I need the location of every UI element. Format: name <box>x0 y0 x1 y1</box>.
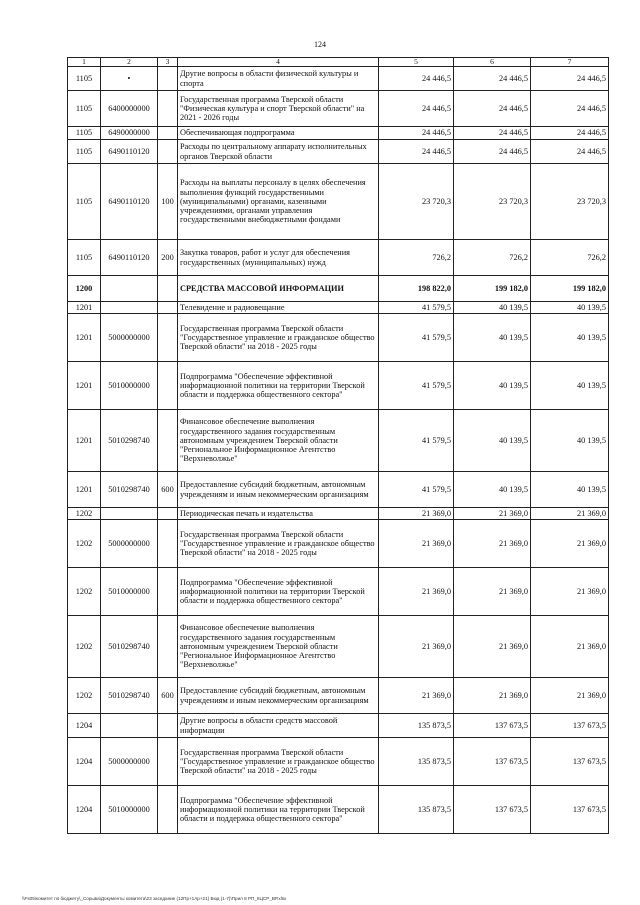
table-row <box>68 616 609 678</box>
expense-type-cell <box>158 410 178 472</box>
section-code-cell: 1202 <box>68 568 101 616</box>
amount-col5-cell: 24 446,5 <box>379 91 454 127</box>
item-name-cell: Обеспечивающая подпрограмма <box>178 127 379 140</box>
target-article-cell <box>101 508 158 520</box>
amount-col6-cell: 137 673,5 <box>454 714 531 738</box>
expense-type-cell <box>158 276 178 302</box>
amount-col5-cell: 24 446,5 <box>379 127 454 140</box>
expense-type-cell <box>158 714 178 738</box>
expense-type-cell <box>158 520 178 568</box>
column-number: 6 <box>454 58 531 67</box>
expense-type-cell <box>158 302 178 314</box>
section-code-cell: 1105 <box>68 91 101 127</box>
table-row <box>68 91 609 127</box>
amount-col6-cell: 137 673,5 <box>454 738 531 786</box>
amount-col7-cell: 137 673,5 <box>531 738 609 786</box>
table-row <box>68 314 609 362</box>
amount-col7-cell: 21 369,0 <box>531 520 609 568</box>
page-number: 124 <box>314 40 326 49</box>
column-number: 1 <box>68 58 101 67</box>
amount-col7-cell: 40 139,5 <box>531 410 609 472</box>
item-name-cell: Государственная программа Тверской области "Физическая культура и спорт Тверской области" на 2021 - 2026 годы <box>178 91 379 127</box>
item-name-cell: Государственная программа Тверской области "Государственное управление и гражданское общество Тверской области" на 2018 - 2025 годы <box>178 520 379 568</box>
amount-col5-cell: 21 369,0 <box>379 568 454 616</box>
amount-col5-cell: 726,2 <box>379 240 454 276</box>
item-name-cell: Государственная программа Тверской области "Государственное управление и гражданское общество Тверской области" на 2018 - 2025 годы <box>178 738 379 786</box>
amount-col6-cell: 24 446,5 <box>454 67 531 91</box>
amount-col6-cell: 21 369,0 <box>454 568 531 616</box>
table-row <box>68 472 609 508</box>
target-article-cell: 5010000000 <box>101 568 158 616</box>
expense-type-cell <box>158 738 178 786</box>
amount-col6-cell: 40 139,5 <box>454 314 531 362</box>
item-name-cell: Подпрограмма "Обеспечение эффективной информационной политики на территории Тверской области и поддержка общественного сектора" <box>178 362 379 410</box>
target-article-cell: • <box>101 67 158 91</box>
amount-col5-cell: 135 873,5 <box>379 738 454 786</box>
target-article-cell: 6490000000 <box>101 127 158 140</box>
target-article-cell: 5010298740 <box>101 616 158 678</box>
section-code-cell: 1105 <box>68 140 101 164</box>
amount-col5-cell: 135 873,5 <box>379 714 454 738</box>
amount-col6-cell: 137 673,5 <box>454 786 531 834</box>
target-article-cell <box>101 302 158 314</box>
table-row <box>68 568 609 616</box>
item-name-cell: Другие вопросы в области физической культуры и спорта <box>178 67 379 91</box>
table-row <box>68 786 609 834</box>
amount-col5-cell: 41 579,5 <box>379 472 454 508</box>
target-article-cell: 5010000000 <box>101 362 158 410</box>
expense-type-cell <box>158 67 178 91</box>
target-article-cell: 5010000000 <box>101 786 158 834</box>
target-article-cell: 6490110120 <box>101 164 158 240</box>
amount-col5-cell: 41 579,5 <box>379 410 454 472</box>
amount-col7-cell: 21 369,0 <box>531 508 609 520</box>
target-article-cell: 6400000000 <box>101 91 158 127</box>
expense-type-cell <box>158 786 178 834</box>
target-article-cell: 5000000000 <box>101 314 158 362</box>
target-article-cell: 6490110120 <box>101 140 158 164</box>
item-name-cell: Финансовое обеспечение выполнения государственного задания государственным автономным учреждением Тверской области "Региональное Информационное Агентство "Верхневолжье" <box>178 616 379 678</box>
amount-col5-cell: 23 720,3 <box>379 164 454 240</box>
amount-col7-cell: 21 369,0 <box>531 616 609 678</box>
item-name-cell: Телевидение и радиовещание <box>178 302 379 314</box>
amount-col5-cell: 21 369,0 <box>379 678 454 714</box>
amount-col6-cell: 21 369,0 <box>454 678 531 714</box>
section-code-cell: 1204 <box>68 786 101 834</box>
amount-col5-cell: 24 446,5 <box>379 67 454 91</box>
item-name-cell: Закупка товаров, работ и услуг для обеспечения государственных (муниципальных) нужд <box>178 240 379 276</box>
amount-col6-cell: 40 139,5 <box>454 302 531 314</box>
item-name-cell: Периодическая печать и издательства <box>178 508 379 520</box>
expense-type-cell <box>158 508 178 520</box>
amount-col6-cell: 40 139,5 <box>454 362 531 410</box>
item-name-cell: Предоставление субсидий бюджетным, автономным учреждениям и иным некоммерческим организациям <box>178 472 379 508</box>
expense-type-cell: 200 <box>158 240 178 276</box>
column-number-row <box>68 58 609 67</box>
section-code-cell: 1201 <box>68 314 101 362</box>
table-row <box>68 714 609 738</box>
amount-col6-cell: 726,2 <box>454 240 531 276</box>
item-name-cell: Другие вопросы в области средств массовой информации <box>178 714 379 738</box>
table-row <box>68 362 609 410</box>
amount-col5-cell: 41 579,5 <box>379 302 454 314</box>
section-code-cell: 1204 <box>68 738 101 786</box>
section-code-cell: 1201 <box>68 362 101 410</box>
item-name-cell: Финансовое обеспечение выполнения государственного задания государственным автономным учреждением Тверской области "Региональное Информационное Агентство "Верхневолжье" <box>178 410 379 472</box>
target-article-cell: 5010298740 <box>101 410 158 472</box>
table-row <box>68 164 609 240</box>
amount-col6-cell: 21 369,0 <box>454 616 531 678</box>
target-article-cell: 6490110120 <box>101 240 158 276</box>
table-row <box>68 276 609 302</box>
item-name-cell: СРЕДСТВА МАССОВОЙ ИНФОРМАЦИИ <box>178 276 379 302</box>
table-row <box>68 67 609 91</box>
amount-col5-cell: 135 873,5 <box>379 786 454 834</box>
amount-col6-cell: 24 446,5 <box>454 140 531 164</box>
amount-col7-cell: 40 139,5 <box>531 362 609 410</box>
section-code-cell: 1105 <box>68 240 101 276</box>
table-row <box>68 520 609 568</box>
amount-col7-cell: 24 446,5 <box>531 140 609 164</box>
table-row <box>68 738 609 786</box>
target-article-cell <box>101 714 158 738</box>
target-article-cell: 5010298740 <box>101 678 158 714</box>
budget-table <box>67 57 609 834</box>
item-name-cell: Государственная программа Тверской области "Государственное управление и гражданское общество Тверской области" на 2018 - 2025 годы <box>178 314 379 362</box>
amount-col7-cell: 24 446,5 <box>531 127 609 140</box>
amount-col5-cell: 21 369,0 <box>379 616 454 678</box>
amount-col7-cell: 40 139,5 <box>531 314 609 362</box>
section-code-cell: 1202 <box>68 520 101 568</box>
column-number: 5 <box>379 58 454 67</box>
table-row <box>68 678 609 714</box>
column-number: 2 <box>101 58 158 67</box>
amount-col5-cell: 198 822,0 <box>379 276 454 302</box>
amount-col6-cell: 199 182,0 <box>454 276 531 302</box>
table-row <box>68 240 609 276</box>
column-number: 7 <box>531 58 609 67</box>
section-code-cell: 1202 <box>68 616 101 678</box>
amount-col7-cell: 24 446,5 <box>531 67 609 91</box>
expense-type-cell: 100 <box>158 164 178 240</box>
section-code-cell: 1200 <box>68 276 101 302</box>
expense-type-cell: 600 <box>158 678 178 714</box>
amount-col7-cell: 23 720,3 <box>531 164 609 240</box>
amount-col6-cell: 24 446,5 <box>454 127 531 140</box>
amount-col7-cell: 137 673,5 <box>531 714 609 738</box>
item-name-cell: Расходы на выплаты персоналу в целях обеспечения выполнения функций государственными (муниципальными) органами, казенными учреждениями, органами управления государственными внебюджетными фондами <box>178 164 379 240</box>
expense-type-cell <box>158 127 178 140</box>
section-code-cell: 1105 <box>68 127 101 140</box>
table-row <box>68 140 609 164</box>
footer-file-path: \\Fs05\комитет по бюджету\_Сорыва\Документы комитета\23 заседание (12Пр+1Ар+21) Бюд (1-7)\Прил 8 РП_КЦСР_ВР.xlsx <box>22 896 287 901</box>
target-article-cell <box>101 276 158 302</box>
expense-type-cell <box>158 616 178 678</box>
amount-col7-cell: 137 673,5 <box>531 786 609 834</box>
section-code-cell: 1204 <box>68 714 101 738</box>
section-code-cell: 1105 <box>68 67 101 91</box>
amount-col7-cell: 40 139,5 <box>531 302 609 314</box>
section-code-cell: 1201 <box>68 410 101 472</box>
amount-col7-cell: 199 182,0 <box>531 276 609 302</box>
section-code-cell: 1105 <box>68 164 101 240</box>
target-article-cell: 5000000000 <box>101 520 158 568</box>
amount-col5-cell: 21 369,0 <box>379 508 454 520</box>
amount-col6-cell: 23 720,3 <box>454 164 531 240</box>
amount-col5-cell: 24 446,5 <box>379 140 454 164</box>
amount-col7-cell: 726,2 <box>531 240 609 276</box>
amount-col7-cell: 40 139,5 <box>531 472 609 508</box>
section-code-cell: 1202 <box>68 678 101 714</box>
amount-col5-cell: 21 369,0 <box>379 520 454 568</box>
amount-col7-cell: 21 369,0 <box>531 568 609 616</box>
amount-col6-cell: 40 139,5 <box>454 472 531 508</box>
section-code-cell: 1202 <box>68 508 101 520</box>
amount-col5-cell: 41 579,5 <box>379 362 454 410</box>
amount-col6-cell: 40 139,5 <box>454 410 531 472</box>
target-article-cell: 5000000000 <box>101 738 158 786</box>
expense-type-cell <box>158 568 178 616</box>
table-row <box>68 410 609 472</box>
amount-col6-cell: 21 369,0 <box>454 520 531 568</box>
amount-col7-cell: 24 446,5 <box>531 91 609 127</box>
section-code-cell: 1201 <box>68 472 101 508</box>
item-name-cell: Расходы по центральному аппарату исполнительных органов Тверской области <box>178 140 379 164</box>
amount-col6-cell: 24 446,5 <box>454 91 531 127</box>
amount-col7-cell: 21 369,0 <box>531 678 609 714</box>
column-number: 3 <box>158 58 178 67</box>
amount-col5-cell: 41 579,5 <box>379 314 454 362</box>
expense-type-cell <box>158 91 178 127</box>
item-name-cell: Подпрограмма "Обеспечение эффективной информационной политики на территории Тверской области и поддержка общественного сектора" <box>178 568 379 616</box>
expense-type-cell <box>158 140 178 164</box>
section-code-cell: 1201 <box>68 302 101 314</box>
expense-type-cell <box>158 362 178 410</box>
item-name-cell: Подпрограмма "Обеспечение эффективной информационной политики на территории Тверской области и поддержка общественного сектора" <box>178 786 379 834</box>
expense-type-cell <box>158 314 178 362</box>
column-number: 4 <box>178 58 379 67</box>
table-row <box>68 508 609 520</box>
target-article-cell: 5010298740 <box>101 472 158 508</box>
expense-type-cell: 600 <box>158 472 178 508</box>
item-name-cell: Предоставление субсидий бюджетным, автономным учреждениям и иным некоммерческим организациям <box>178 678 379 714</box>
table-row <box>68 127 609 140</box>
amount-col6-cell: 21 369,0 <box>454 508 531 520</box>
table-row <box>68 302 609 314</box>
